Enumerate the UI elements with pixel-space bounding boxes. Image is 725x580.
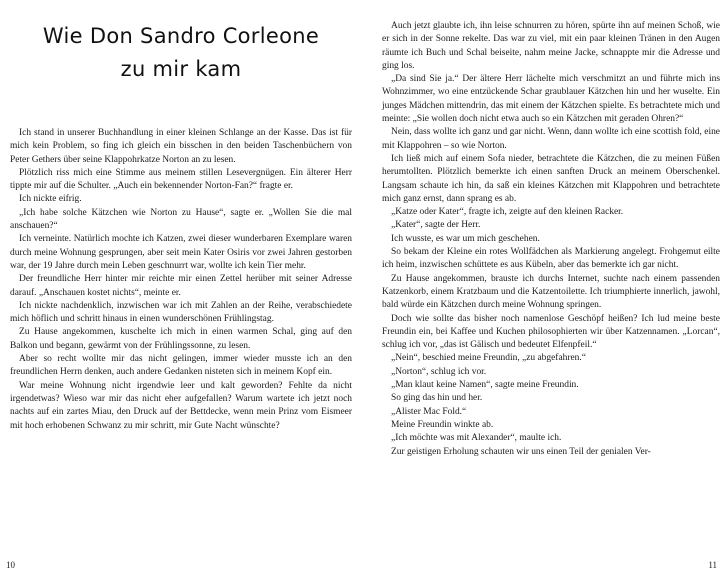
paragraph: Der freundliche Herr hinter mir reichte mir einen Zettel herüber mit seiner Adresse darauf. „Anschauen kostet nichts“, meinte er.: [10, 274, 352, 298]
paragraph: „Man klaut keine Namen“, sagte meine Freundin.: [391, 380, 579, 391]
paragraph: Ich verneinte. Natürlich mochte ich Katzen, zwei dieser wunderbaren Exemplare waren durch meine Wohnung gesprungen, aber seit mein Kater Osiris vor zwei Jahren gestorben war, der 19 Jahre durch mein Leben geschnurrt war, wollte ich kein Tier mehr.: [10, 234, 352, 271]
page-number-left: 10: [6, 560, 15, 570]
paragraph: Ich stand in unserer Buchhandlung in einer kleinen Schlange an der Kasse. Das ist für mich kein Problem, so fing ich gleich ein bisschen in den beiden Taschenbüchern von Peter Gethers über seine Klappohrkatze Norton an zu lesen.: [10, 128, 352, 165]
left-page: [0, 0, 362, 580]
paragraph: Aber so recht wollte mir das nicht gelingen, immer wieder musste ich an den freundlichen Herrn denken, auch andere Gedanken nisteten sich in meinem Kopf ein.: [10, 354, 352, 378]
paragraph: Ich nickte nachdenklich, inzwischen war ich mit Zahlen an der Reihe, verabschiedete mich höflich und schritt hinaus in einen wunderschönen Frühlingstag.: [10, 300, 352, 325]
paragraph: Nein, dass wollte ich ganz und gar nicht. Wenn, dann wollte ich eine scottish fold, eine mit Klappohren – so wie Norton.: [382, 127, 720, 151]
paragraph: „Katze oder Kater“, fragte ich, zeigte auf den kleinen Racker.: [391, 207, 624, 218]
paragraph: Ich ließ mich auf einem Sofa nieder, betrachtete die Kätzchen, die zu meinen Füßen herumtollten. Plötzlich bemerkte ich einen sanften Druck an meinem Oberschenkel. Langsam schaute ich hin, da saß ein kleines Kätzchen mit Klappohren und betrachtete mich ganz ernst, dann sprang es ab.: [382, 153, 720, 204]
paragraph: „Ich habe solche Kätzchen wie Norton zu Hause“, sagte er. „Wollen Sie die mal anschauen?“: [10, 207, 352, 232]
paragraph: „Kater“, sagte der Herr.: [391, 220, 481, 231]
paragraph: Ich nickte eifrig.: [19, 194, 82, 205]
chapter-title: [0, 20, 362, 86]
paragraph: „Da sind Sie ja.“ Der ältere Herr lächelte mich verschmitzt an und führte mich ins Wohnzimmer, wo eine entzückende Schar graublauer Kätzchen hin und her wuselte. Ein junges Mädchen mittendrin, das mit einem der Kätzchen spielte. Es betrachtete mich und meinte: „Sie wollen doch nicht etwa auch so ein Kätzchen mit geraden Ohren?“: [382, 74, 720, 125]
left-page-body: [10, 127, 352, 433]
paragraph: So ging das hin und her.: [391, 393, 483, 404]
paragraph: „Norton“, schlug ich vor.: [391, 366, 487, 377]
paragraph: War meine Wohnung nicht irgendwie leer und kalt geworden? Fehlte da nicht irgendetwas? Wieso war mir das nicht eher aufgefallen? Warum wartete ich jetzt noch nachts auf ein zartes Miau, den Druck auf der Bettdecke, wenn mein Prinz vom Eismeer mit hoch erhobenen Schwanz zu mir schritt, mir Gute Nacht wünschte?: [10, 380, 352, 431]
paragraph: „Alister Mac Fold.“: [391, 406, 467, 417]
paragraph: Zu Hause angekommen, brauste ich durchs Internet, suchte nach einem passenden Katzenkorb, einem Kratzbaum und die Katzentoilette. Ich triumphierte innerlich, jawohl, bald würde ein Kätzchen durch meine Wohnung springen.: [382, 273, 720, 311]
paragraph: Plötzlich riss mich eine Stimme aus meinem stillen Lesevergnügen. Ein älterer Herr tippte mir auf die Schulter. „Auch ein bekennender Norton-Fan?“ fragte er.: [10, 167, 352, 192]
paragraph: „Nein“, beschied meine Freundin, „zu abgefahren.“: [391, 353, 586, 364]
paragraph: Zur geistigen Erholung schauten wir uns einen Teil der genialen Ver-: [391, 446, 651, 457]
paragraph: Auch jetzt glaubte ich, ihn leise schnurren zu hören, spürte ihn auf meinen Schoß, wie er sich in der Sonne rekelte. Das war zu viel, mit ein paar kleinen Tränen in den Augen räumte ich Buch und Schal beiseite, nahm meine Jacke, schnappte mir die Adresse und ging los.: [382, 21, 720, 71]
right-page-body: [382, 20, 720, 459]
paragraph: So bekam der Kleine ein rotes Wollfädchen als Markierung angelegt. Frohgemut eilte ich heim, inzwischen schüttete es aus Kübeln, aber das bemerkte ich gar nicht.: [382, 247, 720, 271]
paragraph: Zu Hause angekommen, kuschelte ich mich in einen warmen Schal, ging auf den Balkon und begann, gewärmt von der Frühlingssonne, zu lesen.: [10, 327, 352, 351]
paragraph: Ich wusste, es war um mich geschehen.: [391, 233, 540, 244]
chapter-title-line-2: zu mir kam: [120, 57, 242, 81]
paragraph: Meine Freundin winkte ab.: [391, 419, 494, 430]
paragraph: Doch wie sollte das bisher noch namenlose Geschöpf heißen? Ich lud meine beste Freundin ein, bei Kaffee und Kuchen philosophierten wir über Katzennamen. „Lorcan“, schlug ich vor, „das ist Gälisch und bedeutet Elfenpfeil.“: [382, 313, 720, 351]
chapter-title-line-1: Wie Don Sandro Corleone: [42, 24, 320, 48]
page-number-right: 11: [708, 560, 717, 570]
right-page: [363, 0, 725, 580]
paragraph: „Ich möchte was mit Alexander“, maulte ich.: [391, 433, 562, 444]
